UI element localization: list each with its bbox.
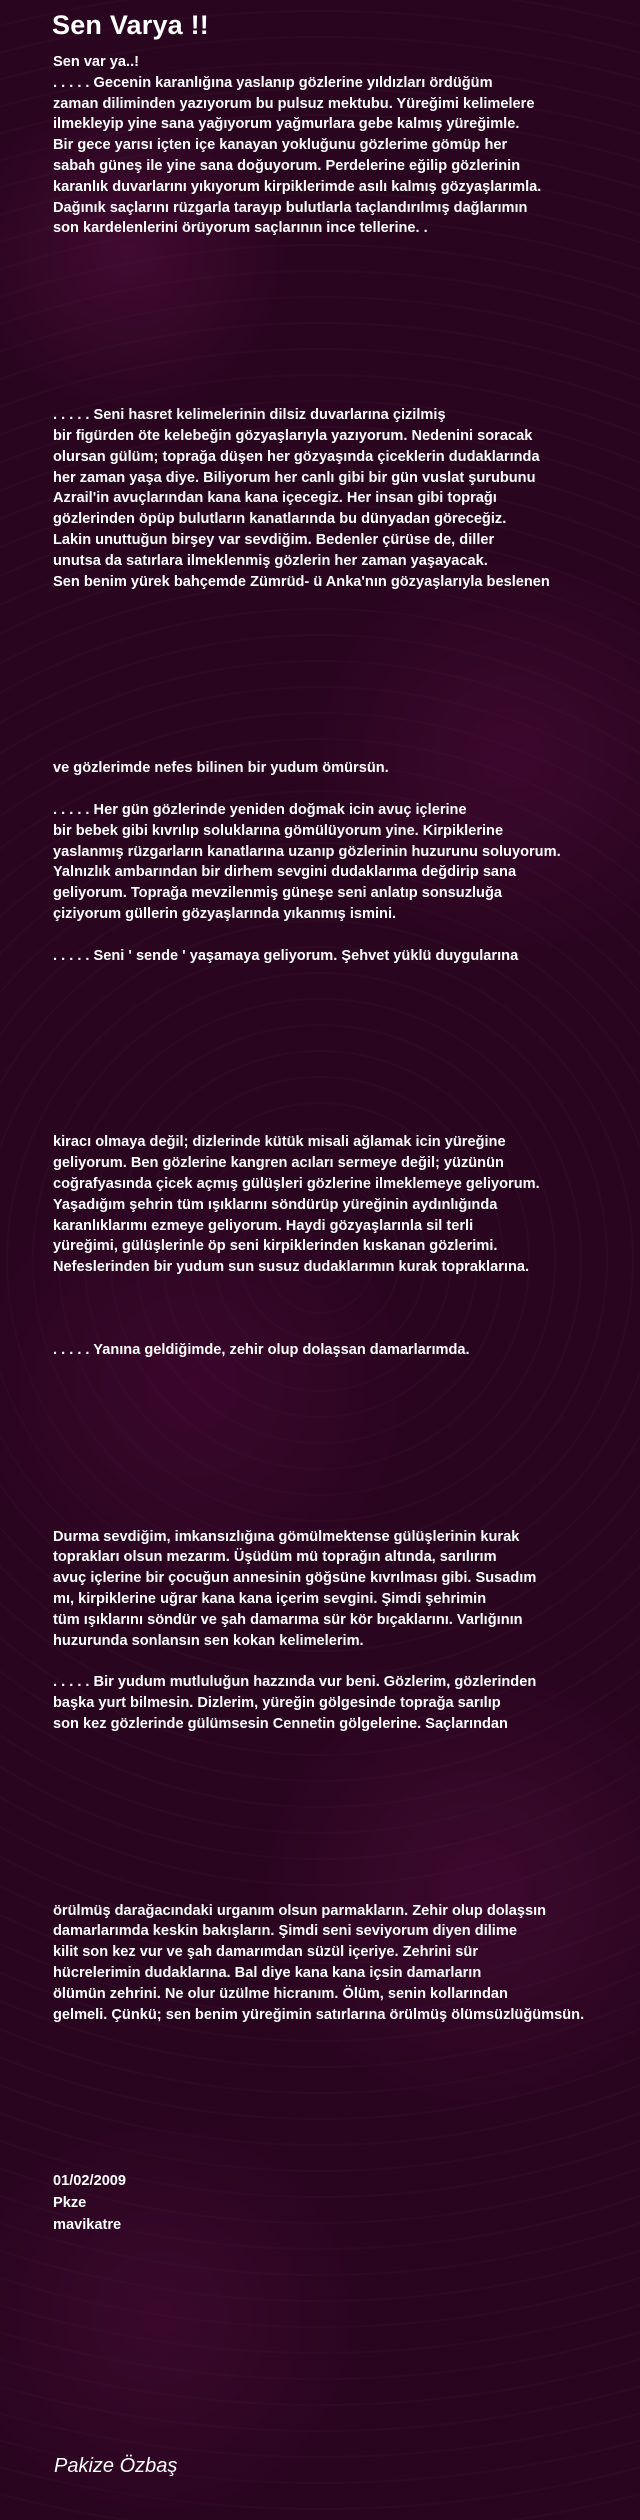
poem-line: bir bebek gibi kıvrılıp soluklarına gömülüyorum yine. Kirpiklerine xyxy=(53,822,504,839)
poem-line: olursan gülüm; toprağa düşen her gözyaşında çiceklerin dudaklarında xyxy=(53,448,540,465)
poem-line: huzurunda sonlansın sen kokan kelimelerim. xyxy=(53,1632,364,1649)
poem-line: çiziyorum güllerin gözyaşlarında yıkanmış ismini. xyxy=(53,905,397,922)
poem-line: örülmüş darağacındaki urganım olsun parmakların. Zehir olup dolaşsın xyxy=(53,1902,547,1919)
stanza-gap xyxy=(53,1651,638,1672)
poem-line: . . . . . Seni ' sende ' yaşamaya geliyorum. Şehvet yüklü duygularına xyxy=(53,947,519,964)
poem-line: Sen benim yürek bahçemde Zümrüd- ü Anka'nın gözyaşlarıyla beslenen xyxy=(53,573,550,590)
poem-location: mavikatre xyxy=(53,2217,122,2233)
poem-line: karanlıklarımı ezmeye geliyorum. Haydi gözyaşlarınla sil terli xyxy=(53,1217,474,1234)
stanza-2 xyxy=(53,405,638,592)
stanza-gap xyxy=(53,592,638,758)
poem-line: Sen var ya..! xyxy=(53,54,139,70)
stanza-gap xyxy=(53,779,638,800)
poem-line: karanlık duvarlarını yıkıyorum kirpiklerimde asılı kalmış gözyaşlarımla. xyxy=(53,178,542,195)
poem-line: Dağınık saçlarını rüzgarla tarayıp bulutlarla taçlandırılmış dağlarımın xyxy=(53,199,528,216)
poem-line: gözlerinden öpüp bulutların kanatlarında bu dünyadan göreceğiz. xyxy=(53,511,507,528)
poem-line: ve gözlerimde nefes bilinen bir yudum ömürsün. xyxy=(53,760,389,777)
stanza-5 xyxy=(53,946,638,967)
poem-signature: Pkze xyxy=(53,2195,87,2211)
poem-line: sabah güneş ile yine sana doğuyorum. Perdelerine eğilip gözlerinin xyxy=(53,157,521,174)
poem-line: her zaman yaşa diye. Biliyorum her canlı gibi bir gün vuslat şurubunu xyxy=(53,469,536,486)
poem-line: son kardelenlerini örüyorum saçlarının ince tellerine. . xyxy=(53,220,428,237)
stanza-4 xyxy=(53,800,638,925)
poem-line: yaslanmış rüzgarların kanatlarına uzanıp gözlerinin huzurunu soluyorum. xyxy=(53,843,561,860)
poem-line: coğrafyasında çicek açmış gülüşleri gözlerine ilmeklemeye geliyorum. xyxy=(53,1175,540,1192)
poem-line: Yalnızlık ambarından bir dirhem sevgini dudaklarıma değdirip sana xyxy=(53,864,517,881)
poem-line: geliyorum. Ben gözlerine kangren acıları sermeye değil; yüzünün xyxy=(53,1155,504,1172)
poem-line: hücrelerimin dudaklarına. Bal diye kana kana içsin damarların xyxy=(53,1965,482,1982)
stanza-3 xyxy=(53,758,638,779)
poem-body xyxy=(53,52,638,2025)
stanza-10 xyxy=(53,1901,638,2026)
poem-line: Lakin unuttuğun birşey var sevdiğim. Bedenler çürüse de, diller xyxy=(53,531,495,548)
poem-title: Sen Varya !! xyxy=(52,10,209,40)
poem-meta xyxy=(53,2170,126,2236)
poem-line: son kez gözlerinde gülümsesin Cennetin gölgelerine. Saçlarından xyxy=(53,1715,508,1732)
poem-line: ilmekleyip yine sana yağıyorum yağmurlara gebe kalmış yüreğimle. xyxy=(53,116,520,133)
poem-line: Azrail'in avuçlarından kana kana içecegiz. Her insan gibi toprağı xyxy=(53,490,497,507)
poem-line: . . . . . Yanına geldiğimde, zehir olup dolaşsan damarlarımda. xyxy=(53,1341,470,1358)
poem-line: unutsa da satırlara ilmeklenmiş gözlerin her zaman yaşayacak. xyxy=(53,552,488,569)
poem-line: ölümün zehrini. Ne olur üzülme hicranım. Ölüm, senin kollarından xyxy=(53,1985,508,2002)
author-name: Pakize Özbaş xyxy=(54,2455,178,2477)
poem-line: geliyorum. Toprağa mevzilenmiş güneşe seni anlatıp sonsuzluğa xyxy=(53,885,502,902)
poem-date: 01/02/2009 xyxy=(53,2173,127,2189)
poem-line: mı, kirpiklerine uğrar kana kana içerim sevgini. Şimdi şehrimin xyxy=(53,1591,487,1608)
poem-line: başka yurt bilmesin. Dizlerim, yüreğin gölgesinde toprağa sarılıp xyxy=(53,1695,501,1712)
stanza-8 xyxy=(53,1527,638,1652)
poem-line: tüm ışıklarını söndür ve şah damarıma sür kör bıçaklarını. Varlığının xyxy=(53,1611,523,1628)
poem-line: Nefeslerinden bir yudum sun susuz dudaklarımın kurak topraklarına. xyxy=(53,1259,530,1276)
stanza-gap xyxy=(53,966,638,1132)
poem-line: kilit son kez vur ve şah damarımdan süzül içeriye. Zehrini sür xyxy=(53,1944,478,1961)
poem-line: . . . . . Seni hasret kelimelerinin dilsiz duvarlarına çizilmiş xyxy=(53,407,446,424)
poem-line: bir figürden öte kelebeğin gözyaşlarıyla yazıyorum. Nedenini soracak xyxy=(53,427,533,444)
poem-line: kiracı olmaya değil; dizlerinde kütük misali ağlamak icin yüreğine xyxy=(53,1134,506,1151)
poem-line: . . . . . Her gün gözlerinde yeniden doğmak icin avuç içlerine xyxy=(53,801,467,818)
poem-line: yüreğimi, gülüşlerinle öp seni kirpiklerinden kıskanan gözlerimi. xyxy=(53,1238,498,1255)
stanza-7 xyxy=(53,1340,638,1361)
poem-line: Bir gece yarısı içten içe kanayan yokluğunu gözlerime gömüp her xyxy=(53,137,508,154)
poem-line: zaman diliminden yazıyorum bu pulsuz mektubu. Yüreğimi kelimelere xyxy=(53,95,535,112)
stanza-gap xyxy=(53,1361,638,1527)
poem-line: . . . . . Bir yudum mutluluğun hazzında vur beni. Gözlerim, gözlerinden xyxy=(53,1674,537,1691)
stanza-gap xyxy=(53,925,638,946)
poem-line: toprakları olsun mezarım. Üşüdüm mü toprağın altında, sarılırım xyxy=(53,1549,497,1566)
stanza-9 xyxy=(53,1672,638,1734)
poem-line: damarlarımda keskin bakışların. Şimdi seni seviyorum diyen dilime xyxy=(53,1923,517,1940)
poem-line: Yaşadığım şehrin tüm ışıklarını söndürüp yüreğinin aydınlığında xyxy=(53,1196,498,1213)
stanza-gap xyxy=(53,1735,638,1901)
poem-line: . . . . . Gecenin karanlığına yaslanıp gözlerine yıldızları ördüğüm xyxy=(53,74,493,91)
stanza-6 xyxy=(53,1132,638,1278)
stanza-1 xyxy=(53,52,638,239)
poem-line: Durma sevdiğim, imkansızlığına gömülmektense gülüşlerinin kurak xyxy=(53,1528,520,1545)
poem-line: gelmeli. Çünkü; sen benim yüreğimin satırlarına örülmüş ölümsüzlüğümsün. xyxy=(53,2006,585,2023)
poem-line: avuç içlerine bir çocuğun annesinin göğsüne kıvrılması gibi. Susadım xyxy=(53,1570,537,1587)
stanza-gap xyxy=(53,239,638,405)
stanza-gap xyxy=(53,1278,638,1340)
